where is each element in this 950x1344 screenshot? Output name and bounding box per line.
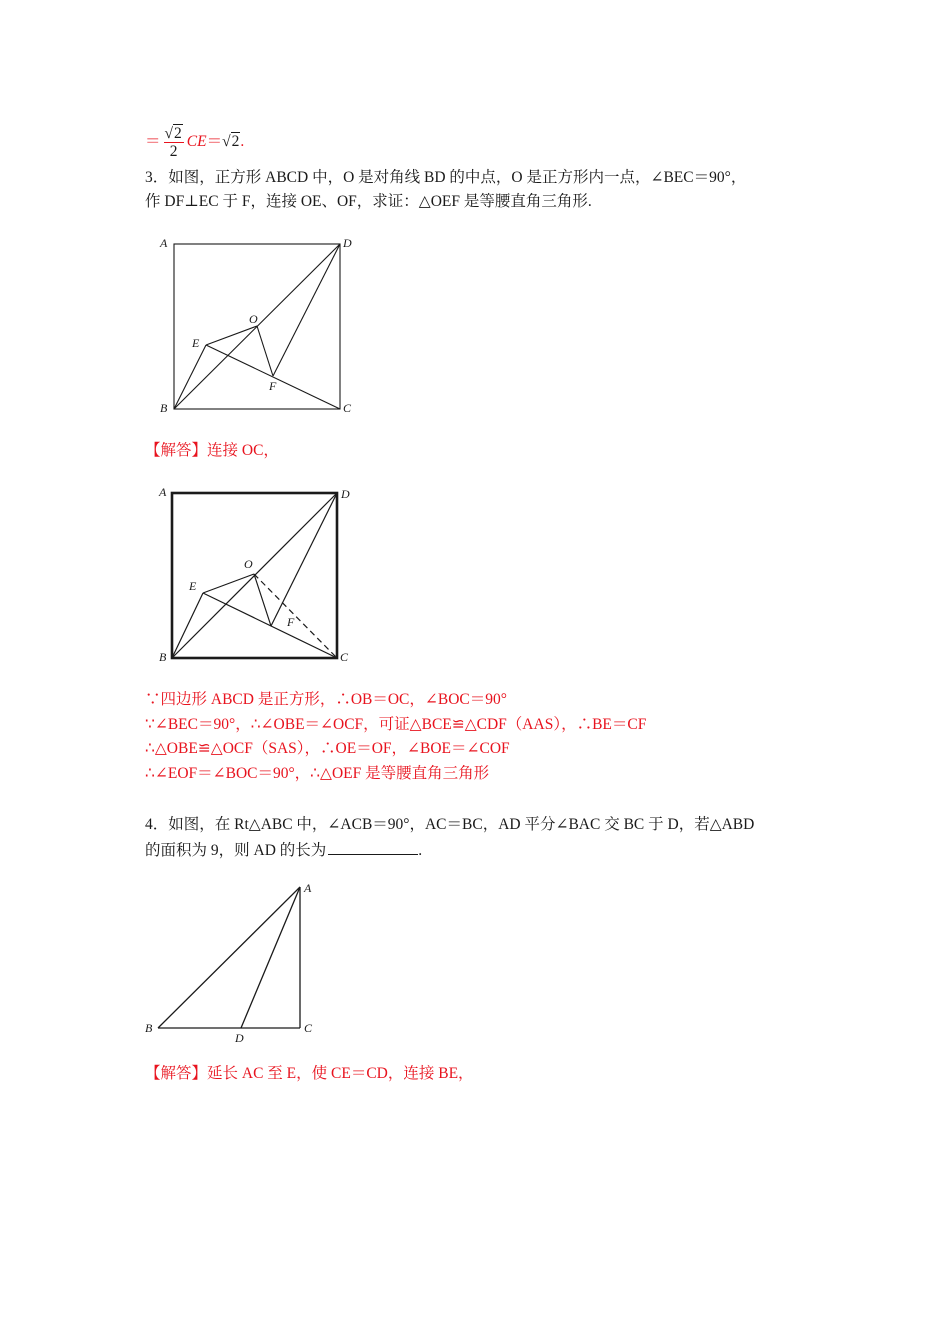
ce-term: CE [186, 133, 207, 150]
solution3-line4: ∴∠EOF＝∠BOC＝90°，∴△OEF 是等腰直角三角形 [145, 765, 490, 782]
numerator-radicand: 2 [174, 124, 182, 142]
fraction-denominator: 2 [169, 142, 178, 160]
label-d: D [235, 1031, 244, 1045]
label-o: O [249, 312, 258, 326]
fraction-numerator: √2 [164, 124, 182, 142]
answer4-text: 延长 AC 至 E，使 CE＝CD，连接 BE， [207, 1065, 474, 1082]
segment-eo [206, 326, 257, 345]
label-c: C [340, 650, 349, 664]
label-a: A [160, 236, 168, 250]
label-c: C [304, 1021, 313, 1035]
label-a: A [304, 881, 312, 895]
segment-be [174, 345, 206, 409]
solution3-line3: ∴△OBE≌△OCF（SAS），∴OE＝OF，∠BOE＝∠COF [145, 740, 510, 757]
label-d: D [343, 236, 352, 250]
answer-tag: 【解答】 [145, 442, 208, 459]
label-f: F [269, 379, 277, 393]
fraction-root2-over-2 [164, 125, 184, 160]
figure2-square-diagram [150, 478, 370, 673]
segment-be [172, 593, 203, 658]
answer-tag: 【解答】 [145, 1065, 208, 1082]
problem4-line1: 4．如图，在 Rt△ABC 中，∠ACB＝90°，AC＝BC，AD 平分∠BAC 交 BC 于 D，若△ABD [145, 816, 755, 833]
answer-blank [328, 840, 418, 855]
label-b: B [159, 650, 167, 664]
segment-of [257, 326, 273, 376]
label-d: D [341, 487, 350, 501]
root-2-result: √2 [222, 133, 240, 150]
equals-sign-2: ＝ [206, 133, 223, 150]
segment-fd [273, 244, 340, 376]
equals-sign: ＝ [145, 133, 161, 150]
segment-ec [203, 593, 337, 658]
segment-fd [271, 493, 337, 626]
label-a: A [159, 485, 167, 499]
label-b: B [160, 401, 168, 415]
label-o: O [244, 557, 253, 571]
problem4-line2: 的面积为 9，则 AD 的长为 . [145, 842, 423, 859]
figure3-triangle-diagram [140, 878, 330, 1048]
solution3-line2: ∵∠BEC＝90°，∴∠OBE＝∠OCF，可证△BCE≌△CDF（AAS），∴BE＝CF [145, 716, 647, 733]
segment-ba [158, 887, 300, 1028]
answer3-line [145, 441, 279, 461]
label-e: E [192, 336, 200, 350]
dashed-segment-oc [254, 574, 337, 658]
segment-ec [206, 345, 340, 409]
solution3-line1: ∵四边形 ABCD 是正方形，∴OB＝OC，∠BOC＝90° [145, 691, 507, 708]
period: . [240, 133, 245, 150]
label-b: B [145, 1021, 153, 1035]
segment-da [241, 887, 300, 1028]
label-f: F [287, 615, 295, 629]
top-answer-line [145, 120, 244, 164]
problem3-line1: 3．如图，正方形 ABCD 中，O 是对角线 BD 的中点，O 是正方形内一点，∠BEC＝90°， [145, 169, 747, 186]
answer3-text: 连接 OC， [207, 442, 279, 459]
figure1-square-diagram [150, 228, 370, 423]
label-e: E [189, 579, 197, 593]
answer4-line [145, 1064, 474, 1084]
problem3-line2: 作 DF⊥EC 于 F，连接 OE、OF，求证：△OEF 是等腰直角三角形. [145, 193, 592, 210]
label-c: C [343, 401, 352, 415]
